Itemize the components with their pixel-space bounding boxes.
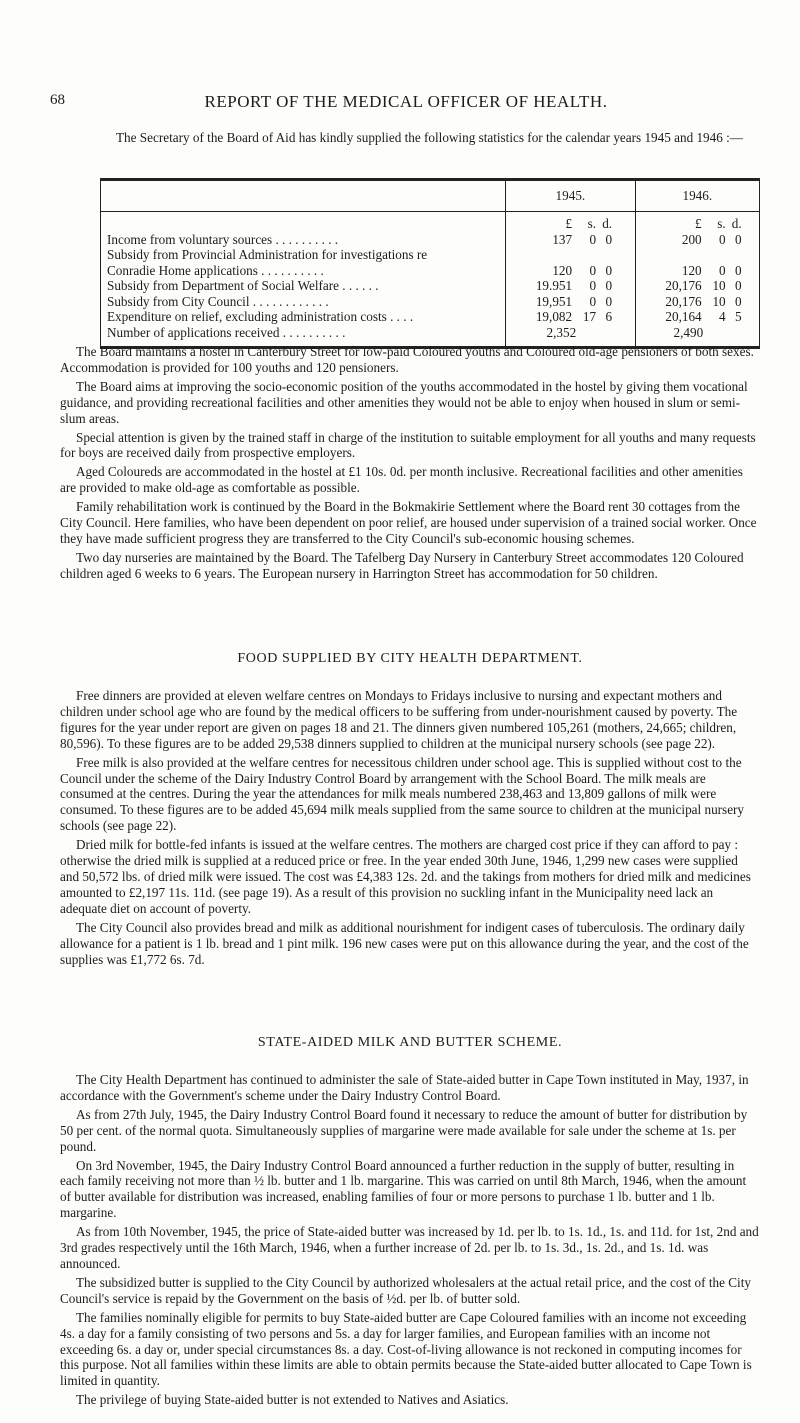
section-heading-food: FOOD SUPPLIED BY CITY HEALTH DEPARTMENT. xyxy=(237,651,583,666)
applications-count: 2,352 xyxy=(546,324,577,340)
money-value: 137 0 0 xyxy=(552,231,613,247)
applications-count: 2,490 xyxy=(673,324,704,340)
money-value: 200 0 0 xyxy=(681,231,742,247)
values-1946 xyxy=(635,212,759,348)
paragraph: Aged Coloureds are accommodated in the hostel at £1 10s. 0d. per month inclusive. Recreational facilities and other amenities are provided to make old-age as comfortable as possible. xyxy=(60,464,743,496)
money-value: 19,951 0 0 xyxy=(535,293,613,309)
paragraph: The City Health Department has continued to administer the sale of State-aided butter in Cape Town instituted in May, 1937, in accordance with the Government's scheme under the Dairy Industry Control Board. xyxy=(60,1072,749,1103)
paragraph: The Board maintains a hostel in Canterbury Street for low-paid Coloured youths and Coloured old-age pensioners of both sexes. Accommodation is provided for 100 youths and 120 pensioners. xyxy=(60,344,754,375)
section-heading-butter: STATE-AIDED MILK AND BUTTER SCHEME. xyxy=(257,1035,563,1050)
paragraph: The privilege of buying State-aided butter is not extended to Natives and Asiatics. xyxy=(76,1392,509,1408)
paragraph: The families nominally eligible for permits to buy State-aided butter are Cape Coloured families with an income not exceeding 4s. a day for a family consisting of two persons and 5s. a day for larger families, and European families with an income not exceeding 6s. a day or, under special circumstances 8s. a day. Cost-of-living allowance is not reckoned in computing incomes for this purpose. Not all families within these limits are able to obtain permits because the State-aided butter allocated to Cape Town is limited in quantity. xyxy=(60,1309,752,1389)
money-value: 120 0 0 xyxy=(681,262,742,278)
hostel-section xyxy=(60,344,760,585)
row-label: Income from voluntary sources . . . . . . . . . . xyxy=(107,231,339,247)
paragraph: Dried milk for bottle-fed infants is issued at the welfare centres. The mothers are charged cost price if they can afford to pay : otherwise the dried milk is supplied at a reduced price or free. In the year ended 30th June, 1946, 1,299 new cases were supplied and 50,572 lbs. of dried milk were issued. The cost was £4,383 12s. 2d. and the takings from mothers for dried milk and medicines amounted to £2,197 11s. 11d. (see page 19). As a result of this provision no suckling infant in the Municipality need lack an adequate diet on account of poverty. xyxy=(60,837,751,916)
money-value: 20,176 10 0 xyxy=(665,293,742,309)
table-intro: The Secretary of the Board of Aid has kindly supplied the following statistics for the calendar years 1945 and 1946 :— xyxy=(116,130,743,145)
paragraph: The subsidized butter is supplied to the City Council by authorized wholesalers at the actual retail price, and the cost of the City Council's service is repaid by the Government on the basis of ½d. per lb. of butter sold. xyxy=(60,1274,751,1306)
paragraph: The City Council also provides bread and milk as additional nourishment for indigent cases of tuberculosis. The ordinary daily allowance for a patient is 1 lb. bread and 1 pint milk. 196 new cases were put on this allowance during the year, and the cost of the supplies was £1,772 6s. 7d. xyxy=(60,919,749,967)
money-value: 20,176 10 0 xyxy=(665,278,742,293)
row-labels xyxy=(101,212,506,348)
table-corner xyxy=(101,180,506,212)
page-header xyxy=(50,92,762,114)
money-value: 19,082 17 6 xyxy=(535,309,613,324)
page-number: 68 xyxy=(50,92,65,108)
row-label: Expenditure on relief, excluding administration costs . . . . xyxy=(107,309,414,324)
year-1945-header: 1945. xyxy=(506,180,636,212)
food-section xyxy=(60,688,760,970)
paragraph: Special attention is given by the trained staff in charge of the institution to suitable employment for all youths and many requests for boys are received daily from prospective employers. xyxy=(60,429,756,461)
paragraph: Free dinners are provided at eleven welfare centres on Mondays to Fridays inclusive to nursing and expectant mothers and children under school age who are found by the medical officers to be suffering from under-nourishment caused by poverty. The figures for the year under report are given on pages 18 and 21. The dinners given numbered 105,261 (mothers, 24,665; children, 80,596). To these figures are to be added 29,538 dinners supplied to children at the municipal nursery schools (see page 22). xyxy=(60,688,738,751)
money-value: 20,164 4 5 xyxy=(665,309,742,324)
paragraph: On 3rd November, 1945, the Dairy Industry Control Board announced a further reduction in the supply of butter, resulting in each family receiving not more than ½ lb. butter and 1 lb. margarine. This was carried on until 8th March, 1946, when the amount of butter available for distribution was increased, enabling families of four or more persons to purchase 1 lb. butter and 1 lb. margarine. xyxy=(60,1157,747,1221)
values-1945 xyxy=(506,212,636,348)
report-title: REPORT OF THE MEDICAL OFFICER OF HEALTH. xyxy=(204,92,608,111)
paragraph: As from 10th November, 1945, the price of State-aided butter was increased by 1d. per lb. to 1s. 1d., 1s. and 11d. for 1st, 2nd and 3rd grades respectively until the 16th March, 1946, when a further increase of 2d. per lb. to 1s. 3d., 1s. 2d., and 1s. 1d. was announced. xyxy=(60,1224,759,1271)
currency-header: £ s. d. xyxy=(565,216,613,231)
year-1946-header: 1946. xyxy=(635,180,759,212)
paragraph: Family rehabilitation work is continued by the Board in the Bokmakirie Settlement where the Board rent 30 cottages from the City Council. Here families, who have been dependent on poor relief, are housed under supervision of a trained social worker. Once they have made sufficient progress they are transferred to the City Council's sub-economic housing schemes. xyxy=(60,499,757,546)
paragraph: As from 27th July, 1945, the Dairy Industry Control Board found it necessary to reduce the amount of butter for distribution by 50 per cent. of the normal quota. Simultaneously supplies of margarine were made available for sale under the scheme at 1s. per pound. xyxy=(60,1106,748,1154)
board-of-aid-table xyxy=(100,178,760,349)
money-value: 19.951 0 0 xyxy=(535,278,613,293)
butter-section xyxy=(60,1072,760,1411)
row-label-applications: Number of applications received . . . . . . . . . . xyxy=(107,324,346,340)
currency-header: £ s. d. xyxy=(695,216,742,231)
row-label: Subsidy from Department of Social Welfare . . . . . . xyxy=(107,278,379,293)
row-label: Conradie Home applications . . . . . . . . . . xyxy=(107,262,324,278)
paragraph: The Board aims at improving the socio-economic position of the youths accommodated in the hostel by giving them vocational guidance, and providing recreational facilities and other amenities they would not be able to enjoy when housed in slum or semi-slum areas. xyxy=(60,378,748,426)
paragraph: Free milk is also provided at the welfare centres for necessitous children under school age. This is supplied without cost to the Council under the scheme of the Dairy Industry Control Board by arrangement with the School Board. The milk meals are consumed at the centres. During the year the attendances for milk meals numbered 238,463 and 13,809 gallons of milk were consumed. To these figures are to be added 45,694 milk meals supplied from the same source to children at the municipal nursery schools (see page 22). xyxy=(60,754,745,834)
paragraph: Two day nurseries are maintained by the Board. The Tafelberg Day Nursery in Canterbury Street accommodates 120 Coloured children aged 6 weeks to 6 years. The European nursery in Harrington Street has accommodation for 50 children. xyxy=(60,549,744,581)
row-label: Subsidy from City Council . . . . . . . . . . . . xyxy=(107,293,329,309)
money-value: 120 0 0 xyxy=(552,262,613,278)
row-label: Subsidy from Provincial Administration for investigations re xyxy=(107,247,428,262)
